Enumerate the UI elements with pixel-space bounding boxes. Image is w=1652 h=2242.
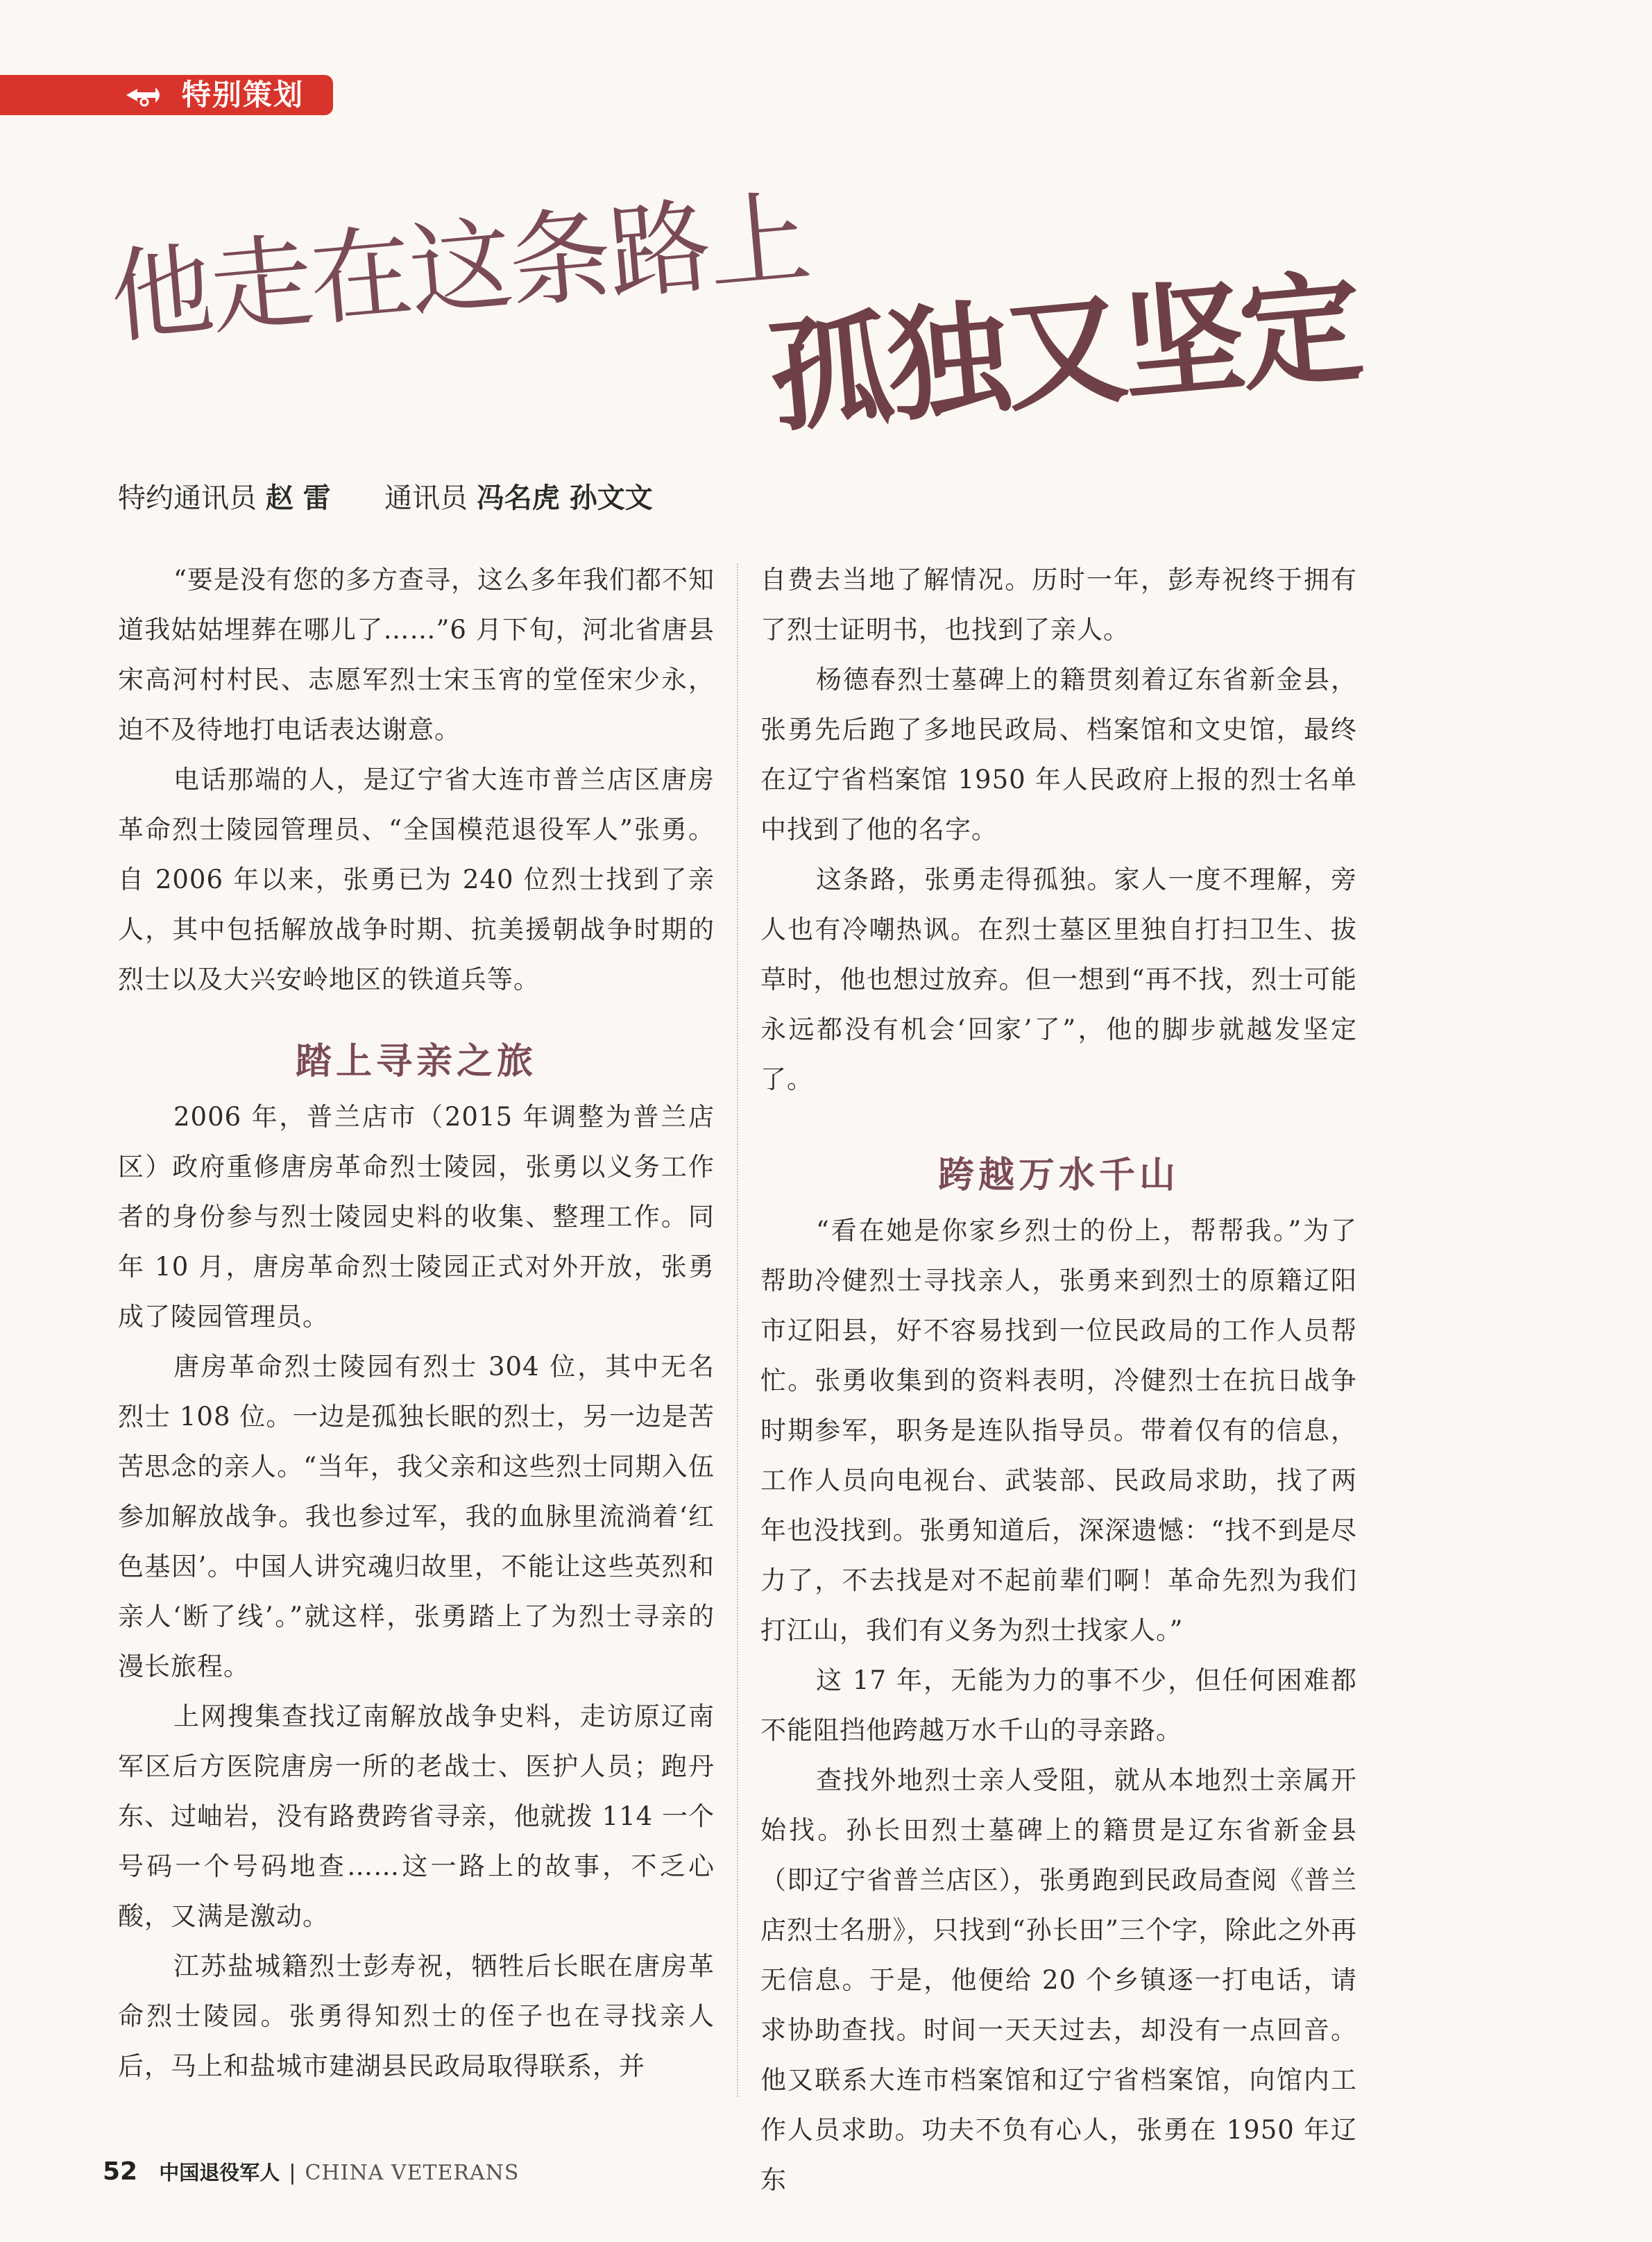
paragraph: 江苏盐城籍烈士彭寿祝，牺牲后长眠在唐房革命烈士陵园。张勇得知烈士的侄子也在寻找亲人后，马上和盐城市建湖县民政局取得联系，并 [118, 1951, 715, 2081]
left-column [118, 555, 715, 2091]
footer-separator: | [289, 2161, 296, 2185]
section-tag-label: 特别策划 [182, 78, 305, 112]
paragraph: 上网搜集查找辽南解放战争史料，走访原辽南军区后方医院唐房一所的老战士、医护人员；跑丹东、过岫岩，没有路费跨省寻亲，他就拨 114 一个号码一个号码地查……这一路上的故事，不乏心酸，又满是激动。 [118, 1701, 715, 1931]
byline-name1: 赵 雷 [265, 482, 331, 514]
paragraph: 这 17 年，无能为力的事不少，但任何困难都不能阻挡他跨越万水千山的寻亲路。 [760, 1665, 1357, 1745]
paragraph: 查找外地烈士亲人受阻，就从本地烈士亲属开始找。孙长田烈士墓碑上的籍贯是辽东省新金县（即辽宁省普兰店区），张勇跑到民政局查阅《普兰店烈士名册》，只找到“孙长田”三个字，除此之外再无信息。于是，他便给 20 个乡镇逐一打电话，请求协助查找。时间一天天过去，却没有一点回音。他又联系大连市档案馆和辽宁省档案馆，向馆内工作人员求助。功夫不负有心人，张勇在 1950 年辽东 [760, 1765, 1357, 2195]
paragraph: 2006 年，普兰店市（2015 年调整为普兰店区）政府重修唐房革命烈士陵园，张勇以义务工作者的身份参与烈士陵园史料的收集、整理工作。同年 10 月，唐房革命烈士陵园正式对外开放，张勇成了陵园管理员。 [118, 1102, 715, 1332]
magazine-name-en: CHINA VETERANS [305, 2161, 520, 2185]
byline-role1: 特约通讯员 [118, 482, 257, 514]
page-footer [103, 2157, 519, 2191]
paragraph: 电话那端的人，是辽宁省大连市普兰店区唐房革命烈士陵园管理员、“全国模范退役军人”张勇。自 2006 年以来，张勇已为 240 位烈士找到了亲人，其中包括解放战争时期、抗美援朝战争时期的烈士以及大兴安岭地区的铁道兵等。 [118, 765, 715, 994]
bugle-icon [124, 83, 169, 107]
section-heading: 踏上寻亲之旅 [295, 1040, 537, 1082]
section-heading: 跨越万水千山 [937, 1154, 1180, 1196]
magazine-name-cn: 中国退役军人 [159, 2161, 280, 2184]
right-column [760, 555, 1357, 2205]
byline-role2: 通讯员 [384, 482, 468, 514]
paragraph: 杨德春烈士墓碑上的籍贯刻着辽东省新金县，张勇先后跑了多地民政局、档案馆和文史馆，最终在辽宁省档案馆 1950 年人民政府上报的烈士名单中找到了他的名字。 [760, 665, 1357, 844]
byline-name2: 冯名虎 孙文文 [476, 482, 653, 514]
page-number: 52 [103, 2157, 138, 2186]
section-tag [0, 75, 333, 115]
byline [118, 479, 653, 518]
paragraph: “要是没有您的多方查寻，这么多年我们都不知道我姑姑埋葬在哪儿了……”6 月下旬，河北省唐县宋高河村村民、志愿军烈士宋玉宵的堂侄宋少永，迫不及待地打电话表达谢意。 [118, 565, 715, 745]
column-divider [737, 563, 738, 2097]
paragraph: 这条路，张勇走得孤独。家人一度不理解，旁人也有冷嘲热讽。在烈士墓区里独自打扫卫生、拔草时，他也想过放弃。但一想到“再不找，烈士可能永远都没有机会‘回家’了”，他的脚步就越发坚定了。 [760, 865, 1357, 1094]
paragraph: 唐房革命烈士陵园有烈士 304 位，其中无名烈士 108 位。一边是孤独长眠的烈士，另一边是苦苦思念的亲人。“当年，我父亲和这些烈士同期入伍参加解放战争。我也参过军，我的血脉里流淌着‘红色基因’。中国人讲究魂归故里，不能让这些英烈和亲人‘断了线’。”就这样，张勇踏上了为烈士寻亲的漫长旅程。 [118, 1352, 715, 1681]
paragraph: 自费去当地了解情况。历时一年，彭寿祝终于拥有了烈士证明书，也找到了亲人。 [760, 565, 1357, 645]
article-title-line1: 他走在这条路上 [105, 178, 813, 358]
paragraph: “看在她是你家乡烈士的份上，帮帮我。”为了帮助冷健烈士寻找亲人，张勇来到烈士的原籍辽阳市辽阳县，好不容易找到一位民政局的工作人员帮忙。张勇收集到的资料表明，冷健烈士在抗日战争时期参军，职务是连队指导员。带着仅有的信息，工作人员向电视台、武装部、民政局求助，找了两年也没找到。张勇知道后，深深遗憾：“找不到是尽力了，不去找是对不起前辈们啊！革命先烈为我们打江山，我们有义务为烈士找家人。” [760, 1216, 1357, 1645]
article-title-line2: 孤独又坚定 [763, 255, 1364, 450]
